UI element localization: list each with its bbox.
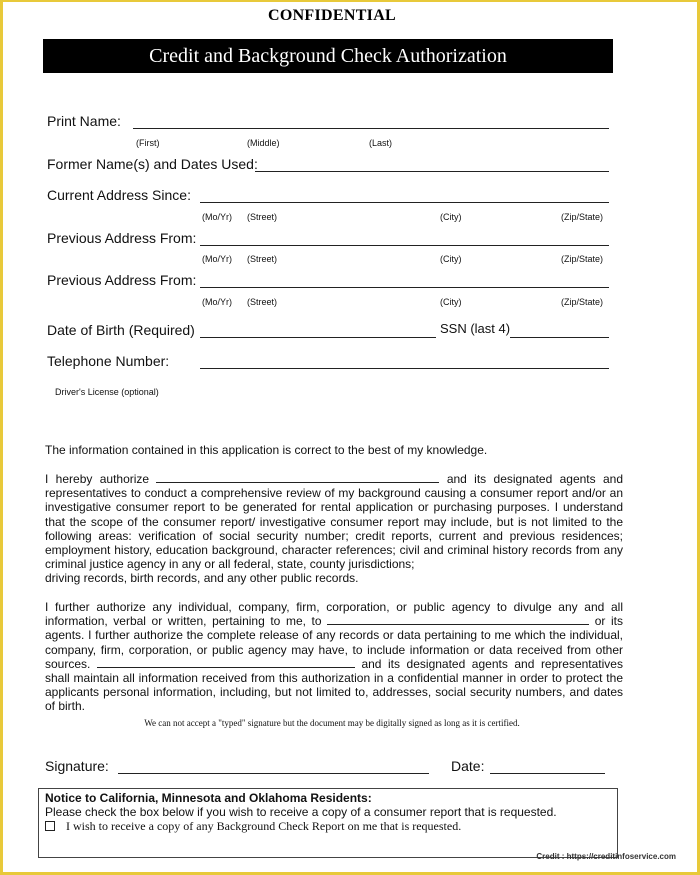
credit-watermark: Credit : https://creditinfoservice.com (536, 852, 676, 861)
notice-instruction: Please check the box below if you wish to receive a copy of a consumer report that is requested. (45, 805, 557, 819)
paragraph-2-end: and its designated agents and representatives shall maintain all information received from this authorization in a confidential manner in order to protect the applicants personal information, including, but not limited to, addresses, social security numbers, and dates of birth. (45, 656, 623, 714)
company-name-blank-1[interactable] (156, 472, 439, 483)
telephone-field[interactable] (200, 368, 609, 369)
dob-field[interactable] (200, 337, 436, 338)
form-title: Credit and Background Check Authorization (43, 39, 613, 73)
middle-caption: (Middle) (247, 138, 280, 148)
previous-address-2-label: Previous Address From: (47, 272, 197, 288)
zipstate-caption: (Zip/State) (561, 212, 604, 222)
former-names-label: Former Name(s) and Dates Used: (47, 156, 258, 172)
print-name-label: Print Name: (47, 113, 121, 129)
city-caption: (City) (440, 297, 462, 307)
street-caption: (Street) (247, 297, 278, 307)
former-names-field[interactable] (255, 171, 609, 172)
telephone-label: Telephone Number: (47, 353, 170, 369)
print-name-field[interactable] (133, 128, 609, 129)
ssn-label: SSN (last 4) (440, 321, 511, 336)
paragraph-2-start: I further authorize any individual, company, firm, corporation, or public agency to divulge any and all information, verbal or written, pertaining to me, to (45, 600, 623, 629)
signature-label: Signature: (45, 758, 109, 774)
street-caption: (Street) (247, 254, 278, 264)
report-copy-checkbox[interactable] (45, 821, 55, 831)
authorization-paragraph-1 (45, 472, 623, 571)
moyr-caption: (Mo/Yr) (202, 297, 232, 307)
last-caption: (Last) (369, 138, 393, 148)
paragraph-1-body: and its designated agents and representatives to conduct a comprehensive review of my background causing a consumer report and/or an investigative consumer report to be generated for rental application or purchasing purposes. I understand that the scope of the consumer report/ investigative consumer report may include, but is not limited to the following areas: verification of social security number; credit reports, current and previous residences; employment history, education background, character references; civil and criminal history records from any criminal justice agency in any or all federal, state, county jurisdictions; (45, 472, 623, 572)
previous-address-1-label: Previous Address From: (47, 230, 197, 246)
paragraph-2-middle: or its agents. I further authorize the complete release of any records or data pertaining to me which the individual, company, firm, corporation, or public agency may have, to include information or data received from other sources. (45, 614, 623, 671)
checkbox-label: I wish to receive a copy of any Background Check Report on me that is requested. (66, 819, 462, 833)
paragraph-1-start: I hereby authorize (45, 472, 150, 486)
zipstate-caption: (Zip/State) (561, 297, 604, 307)
company-name-blank-2[interactable] (327, 614, 589, 625)
ssn-field[interactable] (510, 337, 609, 338)
first-caption: (First) (136, 138, 160, 148)
current-address-field[interactable] (200, 202, 609, 203)
moyr-caption: (Mo/Yr) (202, 212, 232, 222)
drivers-license-label: Driver's License (optional) (55, 387, 159, 397)
previous-address-1-field[interactable] (200, 245, 609, 246)
date-label: Date: (451, 758, 485, 774)
signature-field[interactable] (118, 773, 429, 774)
city-caption: (City) (440, 254, 462, 264)
dob-label: Date of Birth (Required) (47, 322, 195, 338)
street-caption: (Street) (247, 212, 278, 222)
moyr-caption: (Mo/Yr) (202, 254, 232, 264)
authorization-paragraph-2 (45, 600, 623, 714)
date-field[interactable] (490, 773, 605, 774)
confidential-heading: CONFIDENTIAL (267, 7, 397, 24)
paragraph-1-end: driving records, birth records, and any other public records. (45, 571, 359, 585)
current-address-label: Current Address Since: (47, 187, 191, 203)
zipstate-caption: (Zip/State) (561, 254, 604, 264)
accuracy-statement: The information contained in this application is correct to the best of my knowledge. (45, 443, 488, 457)
previous-address-2-field[interactable] (200, 287, 609, 288)
company-name-blank-3[interactable] (97, 657, 355, 668)
signature-disclaimer: We can not accept a "typed" signature but the document may be digitally signed as long as it is certified. (144, 718, 520, 728)
notice-heading: Notice to California, Minnesota and Oklahoma Residents: (45, 791, 372, 805)
city-caption: (City) (440, 212, 462, 222)
